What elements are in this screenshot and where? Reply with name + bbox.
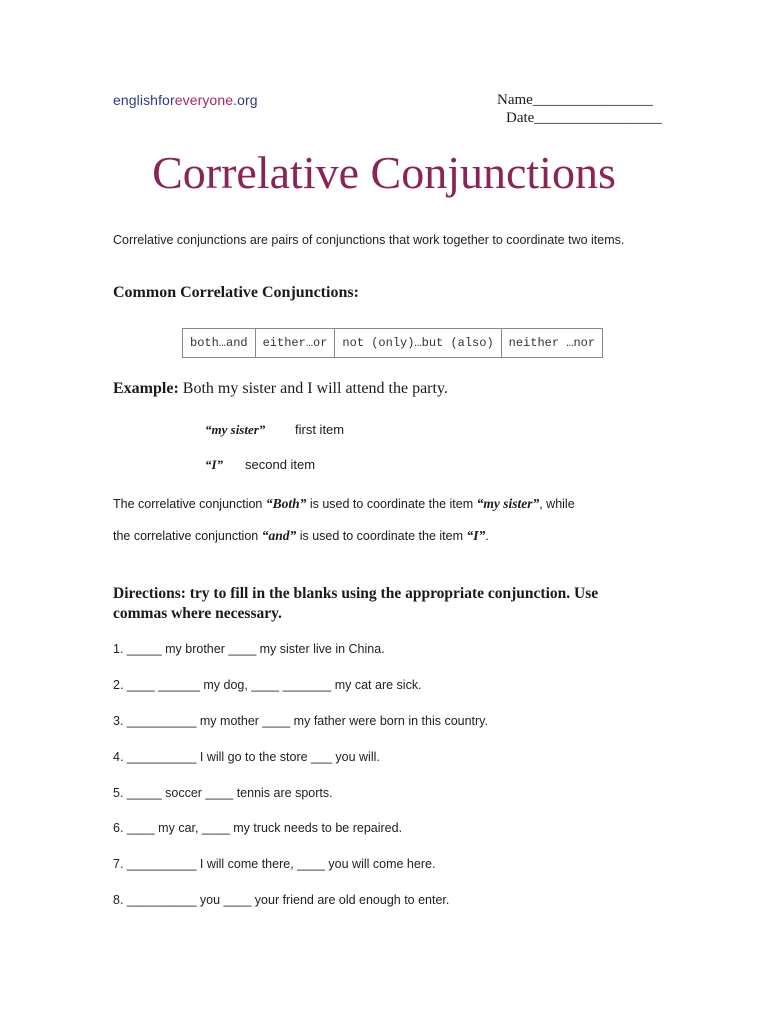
explanation-text: .	[485, 529, 489, 543]
explanation-text: is used to coordinate the item	[306, 497, 477, 511]
name-field[interactable]: Name________________	[497, 92, 653, 108]
explanation-line-1	[113, 496, 575, 512]
logo-part-org: .org	[233, 92, 258, 108]
exercise-item[interactable]: 6. ____ my car, ____ my truck needs to be repaired.	[113, 821, 403, 835]
exercise-item[interactable]: 3. __________ my mother ____ my father were born in this country.	[113, 714, 488, 728]
explanation-emphasis: “my sister”	[476, 496, 540, 511]
conjunction-cell: either…or	[255, 329, 335, 358]
example-sentence: Both my sister and I will attend the party.	[178, 380, 448, 397]
conjunctions-table	[182, 328, 603, 358]
example-desc-2: second item	[245, 457, 316, 472]
exercise-item[interactable]: 5. _____ soccer ____ tennis are sports.	[113, 786, 333, 800]
exercise-item[interactable]: 7. __________ I will come there, ____ you will come here.	[113, 857, 436, 871]
explanation-text: , while	[539, 497, 575, 511]
example-label: Example:	[113, 380, 179, 397]
exercise-item[interactable]: 2. ____ ______ my dog, ____ _______ my cat are sick.	[113, 678, 422, 692]
intro-paragraph: Correlative conjunctions are pairs of conjunctions that work together to coordinate two items.	[113, 233, 625, 247]
explanation-text: The correlative conjunction	[113, 497, 266, 511]
directions-paragraph	[113, 584, 653, 624]
explanation-emphasis: “Both”	[265, 496, 307, 511]
example-desc-1: first item	[295, 422, 345, 437]
conjunction-cell: not (only)…but (also)	[335, 329, 501, 358]
site-logo	[113, 92, 258, 108]
example-line	[113, 380, 448, 398]
common-conjunctions-heading: Common Correlative Conjunctions:	[113, 284, 359, 301]
explanation-text: the correlative conjunction	[113, 529, 262, 543]
exercise-item[interactable]: 4. __________ I will go to the store ___ you will.	[113, 750, 380, 764]
example-term-2: “I”	[205, 457, 224, 472]
exercise-item[interactable]: 1. _____ my brother ____ my sister live in China.	[113, 642, 385, 656]
directions-text: : try to fill in the blanks using the appropriate conjunction. Use commas where necessary.	[113, 585, 599, 622]
logo-part-english: englishfor	[113, 92, 175, 108]
explanation-line-2	[113, 528, 489, 544]
example-term-1: “my sister”	[205, 422, 266, 437]
explanation-emphasis: “I”	[466, 528, 486, 543]
explanation-emphasis: “and”	[261, 528, 297, 543]
conjunction-cell: both…and	[183, 329, 256, 358]
date-field[interactable]: Date_________________	[506, 110, 662, 126]
conjunction-cell: neither …nor	[501, 329, 602, 358]
explanation-text: is used to coordinate the item	[296, 529, 467, 543]
logo-part-everyone: everyone	[174, 92, 234, 108]
page-title: Correlative Conjunctions	[152, 147, 616, 198]
conjunctions-row	[183, 329, 603, 358]
exercise-item[interactable]: 8. __________ you ____ your friend are old enough to enter.	[113, 893, 450, 907]
directions-label: Directions	[113, 585, 181, 602]
